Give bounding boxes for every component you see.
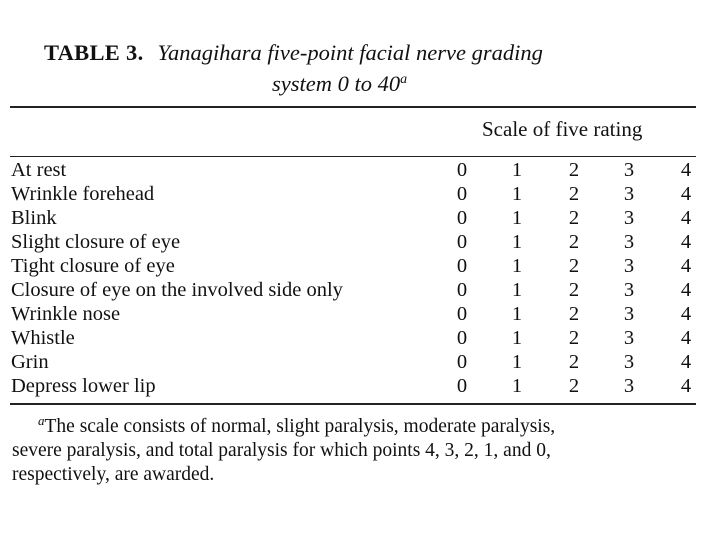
- score-cell: 4: [680, 255, 692, 277]
- table-row: [0, 326, 728, 350]
- footnote-line: severe paralysis, and total paralysis for which points 4, 3, 2, 1, and 0,: [12, 440, 551, 461]
- score-cell: 3: [623, 279, 635, 301]
- score-cell: 4: [680, 375, 692, 397]
- score-cell: 1: [511, 351, 523, 373]
- table-title-line-1: Yanagihara five-point facial nerve grading: [157, 40, 543, 65]
- score-cell: 0: [456, 351, 468, 373]
- score-cell: 4: [680, 303, 692, 325]
- score-cell: 4: [680, 279, 692, 301]
- score-cell: 2: [568, 207, 580, 229]
- score-cell: 4: [680, 327, 692, 349]
- header-divider-rule: [10, 156, 696, 157]
- score-cell: 1: [511, 159, 523, 181]
- score-cell: 1: [511, 207, 523, 229]
- score-cell: 2: [568, 255, 580, 277]
- score-cell: 2: [568, 375, 580, 397]
- row-label: At rest: [11, 159, 67, 181]
- row-label: Closure of eye on the involved side only: [11, 279, 343, 301]
- caption-line-1: [44, 40, 543, 66]
- score-cell: 0: [456, 183, 468, 205]
- table-title-line-2: system 0 to 40: [272, 71, 401, 96]
- score-cell: 2: [568, 231, 580, 253]
- table-top-rule: [10, 106, 696, 108]
- table-row: [0, 230, 728, 254]
- score-cell: 2: [568, 327, 580, 349]
- score-cell: 0: [456, 255, 468, 277]
- footnote-marker: a: [38, 413, 45, 428]
- score-cell: 2: [568, 183, 580, 205]
- row-label: Grin: [11, 351, 49, 373]
- table-bottom-rule: [10, 403, 696, 405]
- score-cell: 4: [680, 183, 692, 205]
- table-row: [0, 254, 728, 278]
- table-row: [0, 158, 728, 182]
- score-cell: 3: [623, 255, 635, 277]
- row-label: Depress lower lip: [11, 375, 156, 397]
- table-row: [0, 206, 728, 230]
- score-cell: 1: [511, 303, 523, 325]
- scale-column-header: Scale of five rating: [482, 117, 643, 141]
- score-cell: 2: [568, 279, 580, 301]
- score-cell: 2: [568, 303, 580, 325]
- table-row: [0, 350, 728, 374]
- score-cell: 4: [680, 351, 692, 373]
- score-cell: 3: [623, 327, 635, 349]
- footnote-line: respectively, are awarded.: [12, 464, 215, 485]
- score-cell: 3: [623, 207, 635, 229]
- score-cell: 0: [456, 303, 468, 325]
- score-cell: 1: [511, 231, 523, 253]
- score-cell: 0: [456, 231, 468, 253]
- row-label: Wrinkle forehead: [11, 183, 155, 205]
- score-cell: 4: [680, 207, 692, 229]
- title-footnote-marker: a: [400, 72, 408, 87]
- score-cell: 4: [680, 231, 692, 253]
- score-cell: 3: [623, 183, 635, 205]
- row-label: Tight closure of eye: [11, 255, 175, 277]
- score-cell: 3: [623, 303, 635, 325]
- score-cell: 3: [623, 231, 635, 253]
- row-label: Slight closure of eye: [11, 231, 181, 253]
- score-cell: 0: [456, 279, 468, 301]
- score-cell: 1: [511, 279, 523, 301]
- score-cell: 2: [568, 159, 580, 181]
- score-cell: 1: [511, 183, 523, 205]
- score-cell: 0: [456, 327, 468, 349]
- score-cell: 1: [511, 375, 523, 397]
- score-cell: 0: [456, 375, 468, 397]
- row-label: Blink: [11, 207, 57, 229]
- score-cell: 3: [623, 159, 635, 181]
- score-cell: 3: [623, 375, 635, 397]
- row-label: Wrinkle nose: [11, 303, 121, 325]
- footnote-line: $^a$The scale consists of normal, slight paralysis, moderate paralysis,: [38, 413, 556, 437]
- row-label: Whistle: [11, 327, 75, 349]
- caption-line-2: [272, 71, 407, 97]
- score-cell: 3: [623, 351, 635, 373]
- score-cell: 4: [680, 159, 692, 181]
- score-cell: 1: [511, 327, 523, 349]
- table-row: [0, 374, 728, 398]
- score-cell: 1: [511, 255, 523, 277]
- score-cell: 0: [456, 159, 468, 181]
- score-cell: 2: [568, 351, 580, 373]
- table-row: [0, 182, 728, 206]
- table-row: [0, 278, 728, 302]
- table-label: TABLE 3.: [44, 40, 144, 65]
- score-cell: 0: [456, 207, 468, 229]
- table-footnote: [12, 415, 702, 487]
- table-row: [0, 302, 728, 326]
